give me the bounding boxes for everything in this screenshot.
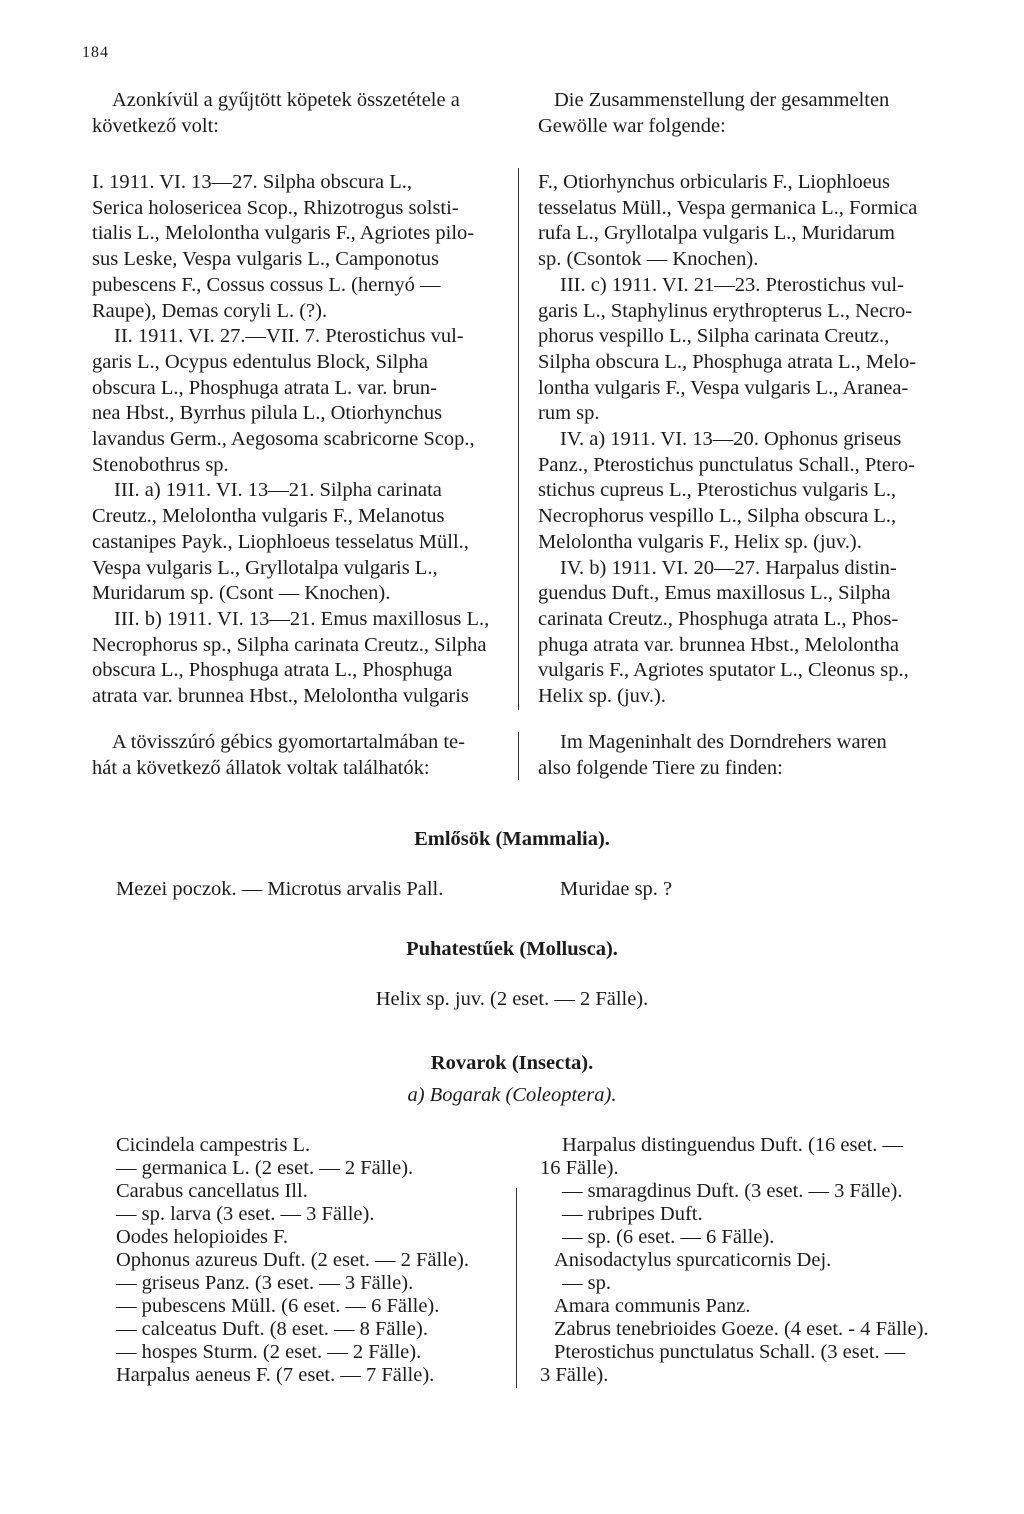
text-line: Im Mageninhalt des Dorndrehers waren (560, 731, 887, 753)
column-divider (518, 732, 519, 780)
mammalia-item: Mezei poczok. — Microtus arvalis Pall. (116, 878, 444, 900)
text-line: garis L., Ocypus edentulus Block, Silpha (92, 350, 428, 373)
text-line: következő volt: (92, 114, 219, 137)
text-line: obscura L., Phosphuga atrata L. var. brun- (92, 376, 437, 399)
mollusca-heading: Puhatestűek (Mollusca). (406, 938, 618, 960)
list-item: — hospes Sturm. (2 eset. — 2 Fälle). (116, 1341, 422, 1363)
list-item: — sp. larva (3 eset. — 3 Fälle). (116, 1203, 375, 1225)
list-item: 3 Fälle). (540, 1364, 609, 1386)
summary-german (538, 730, 968, 781)
list-item: 16 Fälle). (540, 1157, 619, 1179)
text-line: Serica holosericea Scop., Rhizotrogus solsti- (92, 196, 459, 219)
intro-hungarian (92, 88, 510, 139)
text-line: phuga atrata var. brunnea Hbst., Melolontha (538, 633, 899, 656)
mollusca-item: Helix sp. juv. (2 eset. — 2 Fälle). (375, 988, 649, 1010)
mammalia-heading: Emlősök (Mammalia). (414, 828, 610, 850)
left-column-records (92, 170, 510, 710)
mammalia-item: Muridae sp. ? (560, 878, 673, 900)
list-item: Amara communis Panz. (554, 1295, 751, 1317)
text-line: also folgende Tiere zu finden: (538, 756, 783, 779)
text-line: Helix sp. (juv.). (538, 685, 666, 708)
list-item: — sp. (6 eset. — 6 Fälle). (562, 1226, 775, 1248)
page-number: 184 (82, 44, 109, 61)
text-line: lontha vulgaris F., Vespa vulgaris L., Aranea- (538, 376, 909, 399)
list-item: Oodes helopioides F. (116, 1226, 289, 1248)
text-line: Silpha obscura L., Phosphuga atrata L., Melo- (538, 350, 917, 373)
text-line: carinata Creutz., Phosphuga atrata L., Phos- (538, 607, 899, 630)
text-line: Raupe), Demas coryli L. (?). (92, 299, 328, 322)
text-line: Panz., Pterostichus punctulatus Schall., Ptero- (538, 453, 915, 476)
text-line: A tövisszúró gébics gyomortartalmában te- (112, 731, 465, 753)
list-item: Ophonus azureus Duft. (2 eset. — 2 Fälle). (116, 1249, 469, 1271)
text-line: guendus Duft., Emus maxillosus L., Silpha (538, 582, 891, 605)
text-line: III. c) 1911. VI. 21—23. Pterostichus vul- (560, 273, 904, 296)
text-line: hát a következő állatok voltak találhatók: (92, 756, 430, 779)
text-line: II. 1911. VI. 27.—VII. 7. Pterostichus vul- (114, 325, 464, 348)
list-item: Cicindela campestris L. (116, 1134, 311, 1156)
text-line: rufa L., Gryllotalpa vulgaris L., Muridarum (538, 222, 895, 245)
coleoptera-subheading: a) Bogarak (Coleoptera). (407, 1084, 617, 1106)
summary-hungarian (92, 730, 510, 781)
list-item: Harpalus aeneus F. (7 eset. — 7 Fälle). (116, 1364, 435, 1386)
text-line: III. b) 1911. VI. 13—21. Emus maxillosus L., (114, 607, 490, 630)
text-line: Azonkívül a gyűjtött köpetek összetétele a (112, 89, 460, 111)
list-item: — sp. (562, 1272, 611, 1294)
text-line: atrata var. brunnea Hbst., Melolontha vulgaris (92, 685, 469, 708)
list-item: Pterostichus punctulatus Schall. (3 eset. — (554, 1341, 906, 1363)
list-item: — germanica L. (2 eset. — 2 Fälle). (116, 1157, 414, 1179)
text-line: Vespa vulgaris L., Gryllotalpa vulgaris L., (92, 556, 438, 579)
list-item: — smaragdinus Duft. (3 eset. — 3 Fälle). (562, 1180, 903, 1202)
text-line: pubescens F., Cossus cossus L. (hernyó — (92, 273, 441, 296)
list-item: Zabrus tenebrioides Goeze. (4 eset. - 4 Fälle). (554, 1318, 929, 1340)
text-line: garis L., Staphylinus erythropterus L., Necro- (538, 299, 913, 322)
text-line: Stenobothrus sp. (92, 453, 229, 476)
text-line: Necrophorus vespillo L., Silpha obscura L., (538, 505, 897, 528)
text-line: phorus vespillo L., Silpha carinata Creutz., (538, 325, 890, 348)
right-column-records (538, 170, 968, 710)
text-line: III. a) 1911. VI. 13—21. Silpha carinata (114, 479, 442, 502)
text-line: castanipes Payk., Liophloeus tesselatus Müll., (92, 530, 469, 553)
text-line: rum sp. (538, 402, 600, 425)
text-line: Melolontha vulgaris F., Helix sp. (juv.). (538, 530, 862, 553)
text-line: obscura L., Phosphuga atrata L., Phosphuga (92, 659, 453, 682)
text-line: Muridarum sp. (Csont — Knochen). (92, 582, 391, 605)
text-line: Necrophorus sp., Silpha carinata Creutz., Silpha (92, 633, 487, 656)
list-item: Anisodactylus spurcaticornis Dej. (554, 1249, 832, 1271)
text-line: IV. a) 1911. VI. 13—20. Ophonus griseus (560, 428, 902, 451)
text-line: sp. (Csontok — Knochen). (538, 248, 759, 271)
list-item: — calceatus Duft. (8 eset. — 8 Fälle). (116, 1318, 428, 1340)
list-item: — griseus Panz. (3 eset. — 3 Fälle). (116, 1272, 414, 1294)
text-line: vulgaris F., Agriotes sputator L., Cleonus sp., (538, 659, 909, 682)
list-item: Harpalus distinguendus Duft. (16 eset. — (562, 1134, 904, 1156)
text-line: tialis L., Melolontha vulgaris F., Agriotes pilo- (92, 222, 475, 245)
text-line: Creutz., Melolontha vulgaris F., Melanotus (92, 505, 445, 528)
text-line: nea Hbst., Byrrhus pilula L., Otiorhynchus (92, 402, 443, 425)
intro-german (538, 88, 968, 139)
list-item: Carabus cancellatus Ill. (116, 1180, 308, 1202)
column-divider (518, 168, 519, 710)
text-line: IV. b) 1911. VI. 20—27. Harpalus distin- (560, 556, 897, 579)
insecta-heading: Rovarok (Insecta). (430, 1052, 594, 1074)
list-item: — rubripes Duft. (562, 1203, 703, 1225)
species-list-left (116, 1134, 469, 1387)
text-line: lavandus Germ., Aegosoma scabricorne Scop., (92, 428, 475, 451)
text-line: Gewölle war folgende: (538, 114, 726, 137)
text-line: Die Zusammenstellung der gesammelten (554, 89, 890, 111)
text-line: I. 1911. VI. 13—27. Silpha obscura L., (92, 171, 412, 193)
column-divider (516, 1188, 517, 1388)
text-line: tesselatus Müll., Vespa germanica L., Formica (538, 196, 918, 219)
text-line: F., Otiorhynchus orbicularis F., Liophloeus (538, 171, 891, 193)
list-item: — pubescens Müll. (6 eset. — 6 Fälle). (116, 1295, 440, 1317)
species-list-right (540, 1134, 929, 1387)
text-line: sus Leske, Vespa vulgaris L., Camponotus (92, 248, 439, 271)
text-line: stichus cupreus L., Pterostichus vulgaris L., (538, 479, 897, 502)
